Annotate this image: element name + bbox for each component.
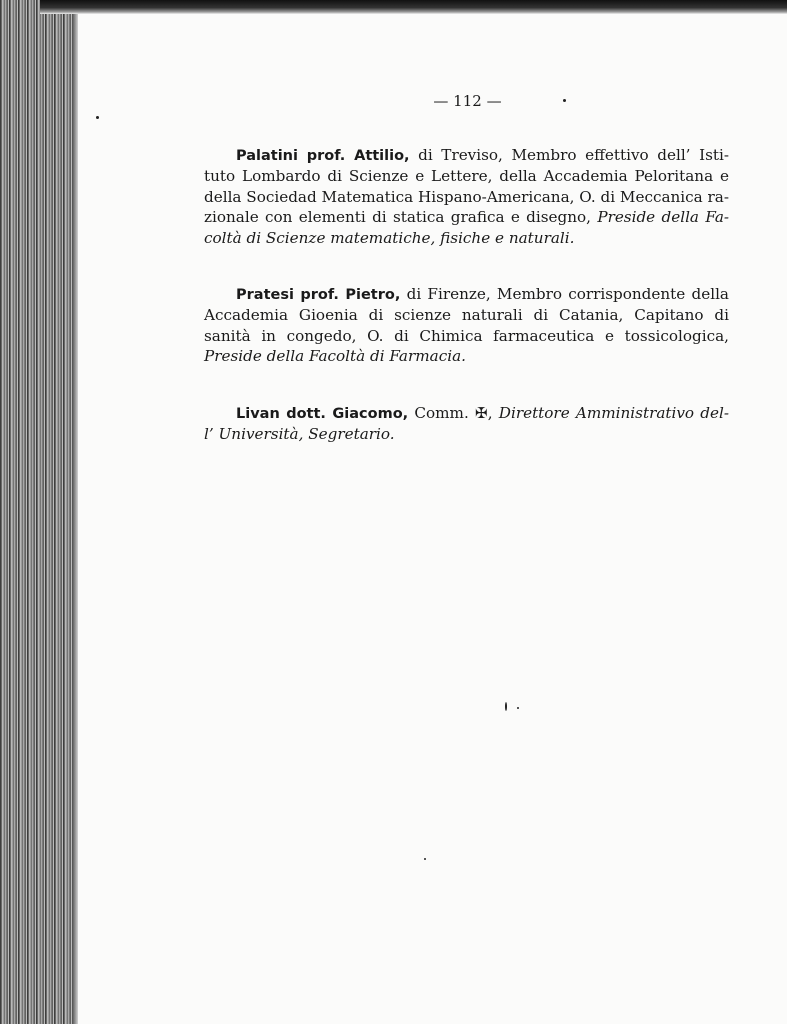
scan-speck bbox=[424, 858, 426, 860]
entry-palatini bbox=[204, 145, 729, 248]
faculty-list bbox=[204, 145, 729, 480]
entry-text: di Firenze, Membro corrispondente della Accademia Gioenia di scienze naturali di Catania, Capitano di sanità in congedo, O. di Chimica farmaceutica e tossicologica, bbox=[204, 285, 729, 345]
entry-pratesi bbox=[204, 284, 729, 367]
entry-name: Pratesi prof. Pietro, bbox=[236, 287, 401, 304]
page-number-text: — 112 — bbox=[433, 92, 502, 110]
entry-name: Livan dott. Giacomo, bbox=[236, 405, 409, 422]
scan-speck bbox=[96, 116, 99, 119]
scan-top-edge bbox=[40, 0, 787, 14]
scan-speck bbox=[517, 707, 519, 709]
book-binding-edge bbox=[0, 0, 78, 1024]
entry-text: di Treviso, Membro effettivo dell’ Isti- tuto Lombardo di Scienze e Lettere, della Accademia Peloritana e della Sociedad Matematica Hispano-Americana, O. di Meccanica ra- zionale con elementi di statica grafica e disegno, bbox=[204, 146, 729, 227]
page-number bbox=[0, 92, 787, 110]
entry-text: Comm. ✠, bbox=[408, 403, 499, 422]
entry-title: Preside della Facoltà di Farmacia. bbox=[204, 347, 466, 366]
entry-title: Preside della Fa- coltà di Scienze matematiche, fisiche e naturali. bbox=[204, 208, 730, 247]
scan-speck bbox=[563, 99, 566, 102]
entry-title: Direttore Amministrativo del- l’ Università, Segretario. bbox=[204, 403, 729, 444]
scan-speck bbox=[505, 702, 507, 711]
entry-name: Palatini prof. Attilio, bbox=[236, 148, 410, 164]
entry-livan bbox=[204, 403, 729, 445]
